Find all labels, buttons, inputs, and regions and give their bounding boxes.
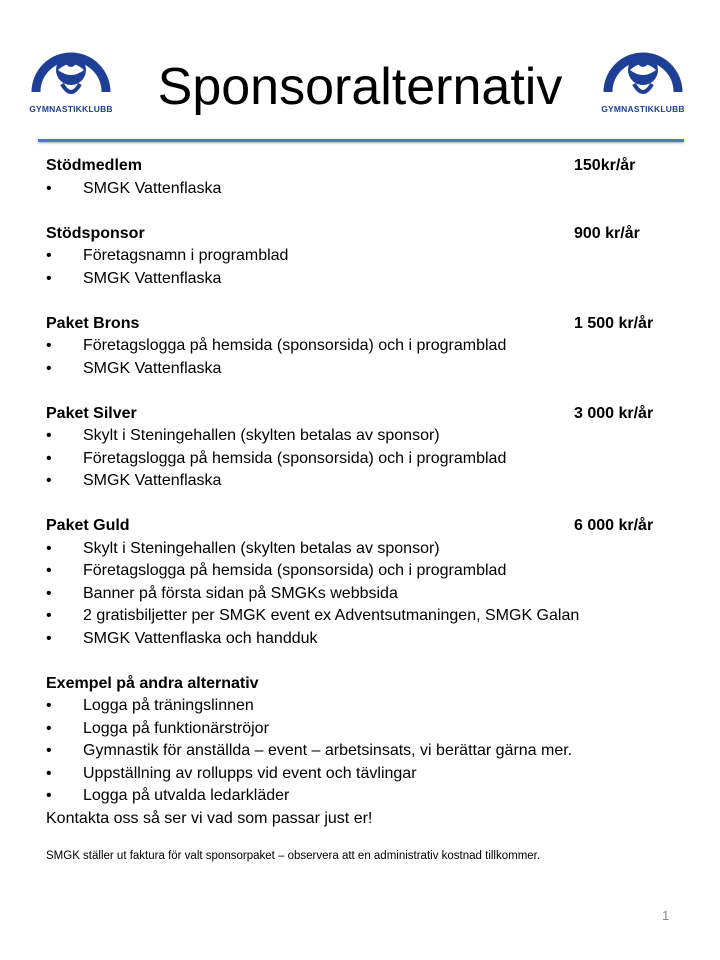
package-price: 3 000 kr/år (574, 404, 654, 422)
contact-text: Kontakta oss så ser vi vad som passar just er! (46, 809, 373, 827)
bullet-icon: • (46, 269, 52, 287)
bullet-icon: • (46, 247, 52, 264)
list-item: • Företagslogga på hemsida (sponsorsida) och i programblad (46, 448, 686, 471)
page-title: Sponsoralternativ (157, 58, 563, 116)
bullet-icon: • (46, 629, 52, 647)
list-item: • SMGK Vattenflaska (46, 178, 686, 201)
bullet-icon: • (46, 742, 52, 759)
list-item: • Banner på första sidan på SMGKs webbsida (46, 583, 686, 606)
package-name: Paket Brons (46, 314, 140, 332)
bullet-icon: • (46, 539, 52, 557)
list-item: • SMGK Vattenflaska (46, 358, 686, 381)
package-header-silver (46, 403, 686, 426)
package-price: 1 500 kr/år (574, 314, 654, 332)
list-item: • Företagslogga på hemsida (sponsorsida) och i programblad (46, 560, 686, 583)
list-item: • Skylt i Steningehallen (skylten betalas av sponsor) (46, 538, 686, 561)
other-options-heading: Exempel på andra alternativ (46, 674, 259, 692)
bullet-icon: • (46, 337, 52, 354)
page-number: 1 (662, 908, 670, 923)
list-item: • Företagsnamn i programblad (46, 245, 686, 268)
package-name: Stödsponsor (46, 224, 145, 242)
list-item: • Logga på funktionärströjor (46, 718, 686, 741)
title-divider (38, 139, 684, 142)
list-item: • Logga på träningslinnen (46, 695, 686, 718)
bullet-icon: • (46, 472, 52, 489)
package-header-stodsponsor (46, 223, 686, 246)
bullet-icon: • (46, 787, 52, 804)
package-name: Paket Silver (46, 404, 137, 422)
bullet-icon: • (46, 607, 52, 624)
club-name-text: GYMNASTIKKLUBB (29, 104, 113, 114)
club-name-text: GYMNASTIKKLUBB (601, 104, 685, 114)
package-price: 6 000 kr/år (574, 517, 654, 534)
package-name: Stödmedlem (46, 157, 143, 174)
list-item: • Uppställning av rollupps vid event och tävlingar (46, 763, 686, 786)
package-name: Paket Guld (46, 517, 130, 534)
bullet-icon: • (46, 764, 52, 782)
invoice-footnote: SMGK ställer ut faktura för valt sponsorpaket – observera att en administrativ kostnad tillkommer. (46, 850, 541, 862)
bullet-icon: • (46, 697, 52, 714)
package-header-stodmedlem (46, 155, 686, 178)
package-price: 900 kr/år (574, 224, 640, 242)
list-item: • Skylt i Steningehallen (skylten betalas av sponsor) (46, 425, 686, 448)
list-item: • 2 gratisbiljetter per SMGK event ex Adventsutmaningen, SMGK Galan (46, 605, 686, 628)
bullet-icon: • (46, 449, 52, 467)
bullet-icon: • (46, 359, 52, 377)
bullet-icon: • (46, 584, 52, 602)
package-header-guld (46, 515, 686, 538)
list-item: • SMGK Vattenflaska och handduk (46, 628, 686, 651)
list-item: • Gymnastik för anställda – event – arbetsinsats, vi berättar gärna mer. (46, 740, 686, 763)
package-price: 150kr/år (574, 157, 636, 174)
bullet-icon: • (46, 562, 52, 579)
bullet-icon: • (46, 179, 52, 197)
list-item: • Företagslogga på hemsida (sponsorsida) och i programblad (46, 335, 686, 358)
bullet-icon: • (46, 719, 52, 737)
list-item: • Logga på utvalda ledarkläder (46, 785, 686, 808)
bullet-icon: • (46, 427, 52, 444)
list-item: • SMGK Vattenflaska (46, 470, 686, 493)
list-item: • SMGK Vattenflaska (46, 268, 686, 291)
sponsor-content (46, 155, 686, 830)
package-header-brons (46, 313, 686, 336)
